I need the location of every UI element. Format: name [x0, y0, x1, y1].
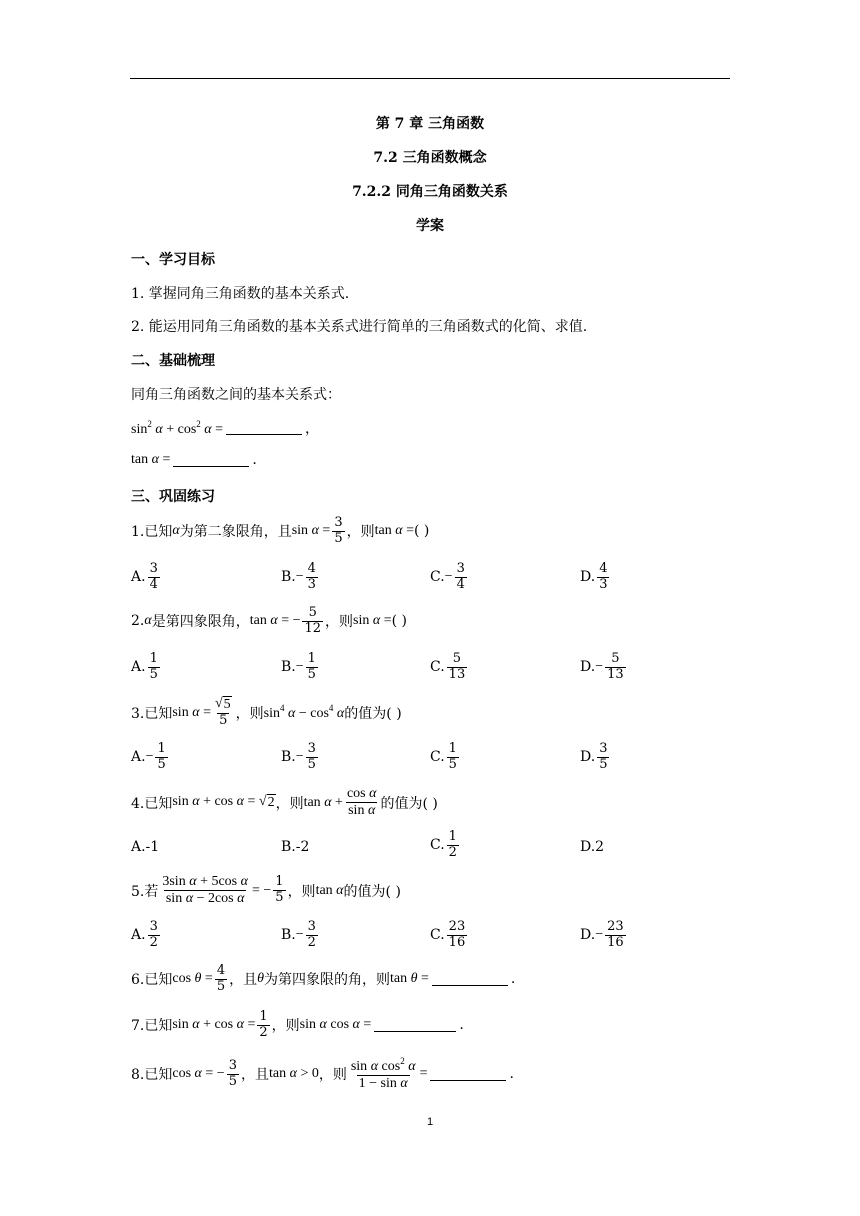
subsection-title: 7.2.2 同角三角函数关系	[352, 184, 508, 200]
answer-blank	[432, 973, 508, 986]
section-heading-practice: 三、巩固练习	[131, 489, 215, 505]
q2-option-c: C. $\frac{5}{13}$	[430, 651, 466, 682]
page-number: 1	[426, 1116, 434, 1128]
answer-blank	[430, 1068, 506, 1081]
q2-option-d: D. − $\frac{5}{13}$	[580, 651, 624, 682]
section-heading-basics: 二、基础梳理	[131, 353, 215, 369]
q1-option-d: D. $\frac{4}{3}$	[580, 561, 608, 592]
q5-option-d: D. − $\frac{23}{16}$	[580, 919, 624, 950]
q3-option-c: C. $\frac{1}{5}$	[430, 741, 457, 772]
q5-option-a: A. $\frac{3}{2}$	[131, 919, 158, 950]
q2-option-a: A. $\frac{1}{5}$	[131, 651, 158, 682]
q2-option-b: B. − $\frac{1}{5}$	[281, 651, 316, 682]
question-8: 8.已知 cos α = − $\frac{3}{5}$ ，且 tan α > 0 ，则 $\frac{\sin \alpha \cos^2 \alpha}{\text{1 − sin α}}$ = .	[131, 1056, 514, 1092]
q4-option-a: A.-1	[131, 839, 160, 855]
answer-blank	[374, 1019, 456, 1032]
doc-type-title: 学案	[416, 218, 444, 234]
q1-option-c: C. − $\frac{3}{4}$	[430, 561, 465, 592]
goal-2: 2. 能运用同角三角函数的基本关系式进行简单的三角函数式的化简、求值.	[131, 319, 588, 335]
q4-option-b: B.-2	[281, 839, 310, 855]
answer-blank	[226, 422, 302, 435]
q4-option-d: D.2	[580, 839, 605, 855]
chapter-title: 第 7 章 三角函数	[375, 116, 485, 132]
q4-option-c: C. $\frac{1}{2}$	[430, 829, 457, 860]
question-7: 7.已知 sin α + cos α = $\frac{1}{2}$ ，则 sin α cos α = .	[131, 1009, 464, 1040]
question-5: 5.若 $\frac{\text{3sin α + 5cos α}}{\text{sin α − 2cos α}}$ = − $\frac{1}{5}$ ，则 tan α 的值为( )	[131, 874, 401, 907]
basics-intro: 同角三角函数之间的基本关系式：	[131, 387, 341, 403]
question-1: 1.已知 α 为第二象限角，且 sin α = $\frac{3}{5}$ ，则 tan α = ( )	[131, 515, 430, 546]
q3-option-b: B. − $\frac{3}{5}$	[281, 741, 316, 772]
q1-option-b: B. − $\frac{4}{3}$	[281, 561, 316, 592]
formula-pythagorean: $\sin^2 \alpha + \cos^2 \alpha$ = ，	[131, 418, 320, 437]
q1-option-a: A. $\frac{3}{4}$	[131, 561, 158, 592]
section-title: 7.2 三角函数概念	[373, 150, 487, 166]
q5-option-b: B. − $\frac{3}{2}$	[281, 919, 316, 950]
header-rule	[130, 78, 730, 79]
goal-1: 1. 掌握同角三角函数的基本关系式.	[131, 286, 350, 302]
q3-option-a: A. − $\frac{1}{5}$	[131, 741, 166, 772]
q5-option-c: C. $\frac{23}{16}$	[430, 919, 466, 950]
question-4: 4.已知 sin α + cos α = √ 2 ，则 tan α + $\frac{\text{cos α}}{\text{sin α}}$ 的值为( )	[131, 786, 438, 819]
question-6: 6.已知 cos θ = $\frac{4}{5}$ ，且 θ 为第四象限的角，则 tan θ = .	[131, 963, 516, 994]
answer-blank	[173, 454, 249, 467]
question-2: 2. α 是第四象限角， tan α = − $\frac{5}{12}$ ，则 sin α = ( )	[131, 605, 408, 636]
question-3: 3.已知 sin α = √ 5 5 ，则 $\sin^4 \alpha - \cos^4 \alpha$ 的值为( )	[131, 696, 402, 729]
formula-tangent: tan α = .	[131, 452, 257, 468]
section-heading-goals: 一、学习目标	[131, 252, 215, 268]
q3-option-d: D. $\frac{3}{5}$	[580, 741, 608, 772]
